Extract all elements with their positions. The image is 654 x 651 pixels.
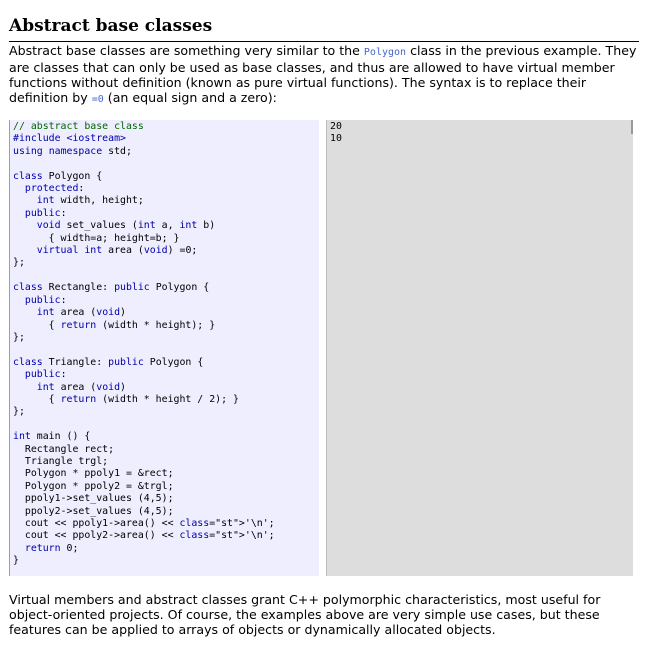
code-line: #include <iostream> [13, 133, 126, 145]
code-block [10, 120, 319, 568]
code-line: Triangle trgl; [24, 455, 109, 467]
code-line: class Polygon { [13, 170, 103, 182]
code-line: using namespace std; [13, 145, 132, 157]
outro-paragraph: Virtual members and abstract classes grant C++ polymorphic characteristics, most useful for object-oriented projects. Of course, the examples above are very simple use cases, but these features can be applied to arrays of objects or dynamically allocated objects. [9, 592, 601, 637]
code-line: ppoly1->set_values (4,5); [24, 493, 174, 505]
intro-text-start: Abstract base classes are something very similar to the [9, 43, 364, 58]
output-scrollbar[interactable] [631, 120, 633, 134]
intro-paragraph [9, 43, 645, 107]
code-line: int area (void) [36, 307, 126, 319]
code-line: int area (void) [36, 381, 126, 393]
code-line: Polygon * ppoly1 = &rect; [24, 468, 174, 480]
code-line: Polygon * ppoly2 = &trgl; [24, 480, 174, 492]
code-line: }; [13, 331, 25, 343]
code-line: }; [13, 406, 25, 418]
code-line: }; [13, 257, 25, 269]
code-line: public: [24, 207, 67, 219]
code-line: cout << ppoly2->area() << class="st">'\n'; [13, 530, 275, 542]
code-line: { return (width * height); } [13, 319, 216, 331]
code-line: protected: [24, 183, 85, 195]
code-line: ppoly2->set_values (4,5); [24, 505, 174, 517]
code-line: class Triangle: public Polygon { [13, 356, 204, 368]
program-output [326, 120, 633, 576]
code-line: cout << ppoly1->area() << class="st">'\n'; [13, 518, 275, 529]
code-line: void set_values (int a, int b) [36, 220, 216, 232]
code-line: } [13, 555, 19, 567]
code-line: public: [24, 294, 67, 306]
code-line: Rectangle rect; [24, 443, 115, 455]
intro-text-end: (an equal sign and a zero): [103, 90, 277, 105]
inline-code-zero: =0 [91, 94, 104, 105]
code-example [9, 120, 319, 576]
code-line: int main () { [13, 431, 91, 443]
code-line: public: [24, 369, 67, 381]
code-line: return 0; [24, 542, 79, 554]
output-line: 10 [330, 133, 342, 145]
code-line: class Rectangle: public Polygon { [13, 282, 210, 294]
code-line: { return (width * height / 2); } [13, 393, 239, 405]
code-line: int width, height; [36, 195, 144, 207]
inline-code-polygon: Polygon [363, 47, 407, 58]
output-line: 20 [330, 121, 342, 132]
output-block [327, 120, 633, 146]
intro-text-middle: class in the previous example. They are classes that can only be used as base classes, and thus are allowed to have virtual member functions without definition (known as pure virtual functions). The syntax is to replace their definition by [9, 43, 637, 105]
code-line: // abstract base class [13, 121, 144, 132]
code-line: virtual int area (void) =0; [36, 245, 198, 257]
page-title: Abstract base classes [9, 14, 639, 42]
code-line: { width=a; height=b; } [48, 232, 180, 244]
